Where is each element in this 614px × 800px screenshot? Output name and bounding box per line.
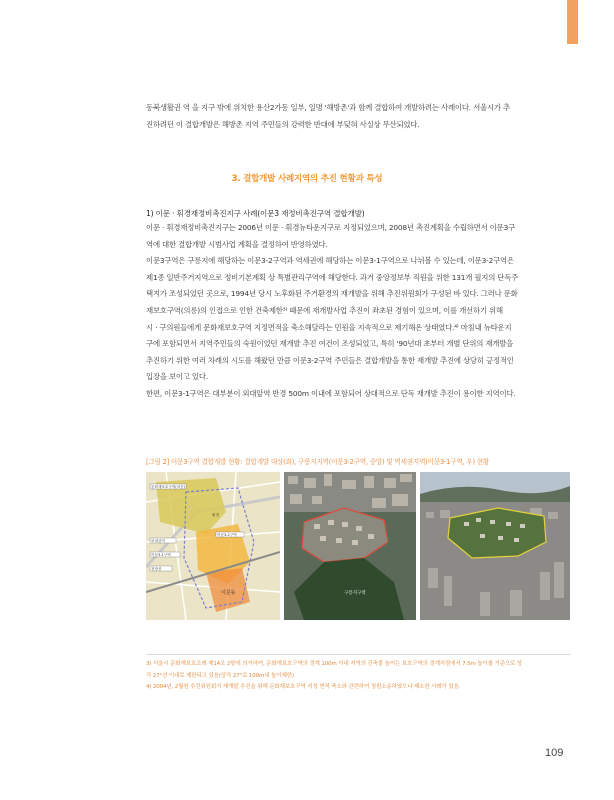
body-line: 시 · 구의원들에게 문화재보호구역 지정면적을 축소해달라는 민원을 지속적으로 제기해온 상태였다.⁴⁾ 마침내 뉴타운지 (146, 322, 512, 332)
station-area-aerial-photo (420, 472, 570, 620)
site-map-image (146, 472, 280, 620)
body-line: 구에 포함되면서 지역주민들의 숙원이었던 재개발 추진 여건이 조성되었고, 특히 '90년대 초부터 개별 단위의 재개발을 (146, 339, 514, 349)
footnotes (146, 659, 570, 694)
figure-caption: [그림 2] 이문3구역 결합개발 현황: 결합개발 대상(좌), 구릉지지역(이문3-2구역, 중앙) 및 역세권지역(이문3-1구역, 우) 현황 (146, 458, 490, 466)
body-line: 택지가 조성되었던 곳으로, 1994년 당시 노후화된 주거환경의 재개발을 위해 추진위원회가 구성된 바 있다. 그러나 문화 (146, 289, 518, 299)
map-label: 이문3-1구역 (151, 552, 171, 557)
footnote-divider (146, 654, 570, 655)
body-line: 이문 · 휘경재정비촉진지구는 2006년 이문 · 휘경뉴타운지구로 지정되었으며, 2008년 촉진계획을 수립하면서 이문3구 (146, 223, 516, 232)
chapter-tab (567, 0, 578, 44)
map-label: 휘경 (212, 513, 219, 517)
body-paragraph (146, 220, 570, 403)
photo-label: 구릉지구역 (344, 591, 366, 596)
map-label: 천장산 (151, 566, 162, 571)
footnote: 3) 서울시 문화재보호조례 제14조 2항에 의거하여, 문화재보호구역의 경계 100m 이내 지역의 건축물 높이는 보호구역의 경계지점에서 7.5m 높이를 기준으로 앙 (146, 661, 523, 667)
body-line: 추진하기 위한 여러 차례의 시도를 해왔던 만큼 이문3-2구역 주민들은 결합개발을 통한 재개발 추진에 상당히 긍정적인 (146, 355, 514, 365)
footnote: 4) 2004년, 2월원 추진위원회가 재개발 추진을 위해 문화재보호구역 지정 면적 축소와 관련하여 청원소송하였으나 패소한 사례가 있음. (146, 684, 461, 690)
subheading: 1) 이문 · 휘경재정비촉진지구 사례(이문3 재정비촉진구역 결합개발) (146, 209, 365, 218)
intro-paragraph (146, 100, 570, 133)
page-number: 109 (545, 747, 564, 759)
body-line: 입장을 보이고 있다. (146, 372, 208, 382)
body-line: 재보호구역(의릉)의 인접으로 인한 건축제한³⁾ 때문에 재개발사업 추진이 좌초된 경험이 있으며, 이를 개선하기 위해 (146, 305, 503, 315)
section-title: 3. 결합개발 사례지역의 추진 현황과 특성 (231, 174, 383, 184)
intro-line: 동북생활권 역 을 지구 밖에 위치한 용산2가동 일부, 일명 '해방촌'과 함께 결합하여 개발하려는 사례이다. 서울시가 추 (146, 103, 510, 112)
body-line: 한편, 이문3-1구역은 대부분이 외대앞역 반경 500m 이내에 포함되어 상대적으로 단독 재개발 추진이 용이한 지역이다. (146, 388, 516, 398)
body-line: 제1종 일반주거지역으로 정비기본계획 상 특별관리구역에 해당한다. 과거 중앙정보부 직원을 위한 131개 필지의 단독주 (146, 272, 519, 282)
footnote: 각 27°선 이내로 제한되고 있음(앙각 27°로 100m내 높이제한) (146, 672, 294, 679)
map-label: 문화재보호구역(의릉) (151, 484, 186, 489)
body-line: 이문3구역은 구릉지에 해당하는 이문3-2구역과 역세권에 해당하는 이문3-1구역으로 나뉘볼 수 있는데, 이문3-2구역은 (146, 256, 514, 266)
hillside-aerial-photo (284, 472, 416, 620)
body-line: 역에 대한 결합개발 시범사업 계획을 결정하여 반영하였다. (146, 239, 328, 249)
map-label: 이문동 (221, 590, 236, 596)
intro-line: 진하려던 이 결합개발은 해방촌 지역 주민들의 강력한 반대에 부딪혀 사실상 무산되었다. (146, 119, 420, 129)
map-label: 외대앞역 (151, 538, 165, 543)
map-label: 이문3-2구역 (217, 532, 237, 537)
